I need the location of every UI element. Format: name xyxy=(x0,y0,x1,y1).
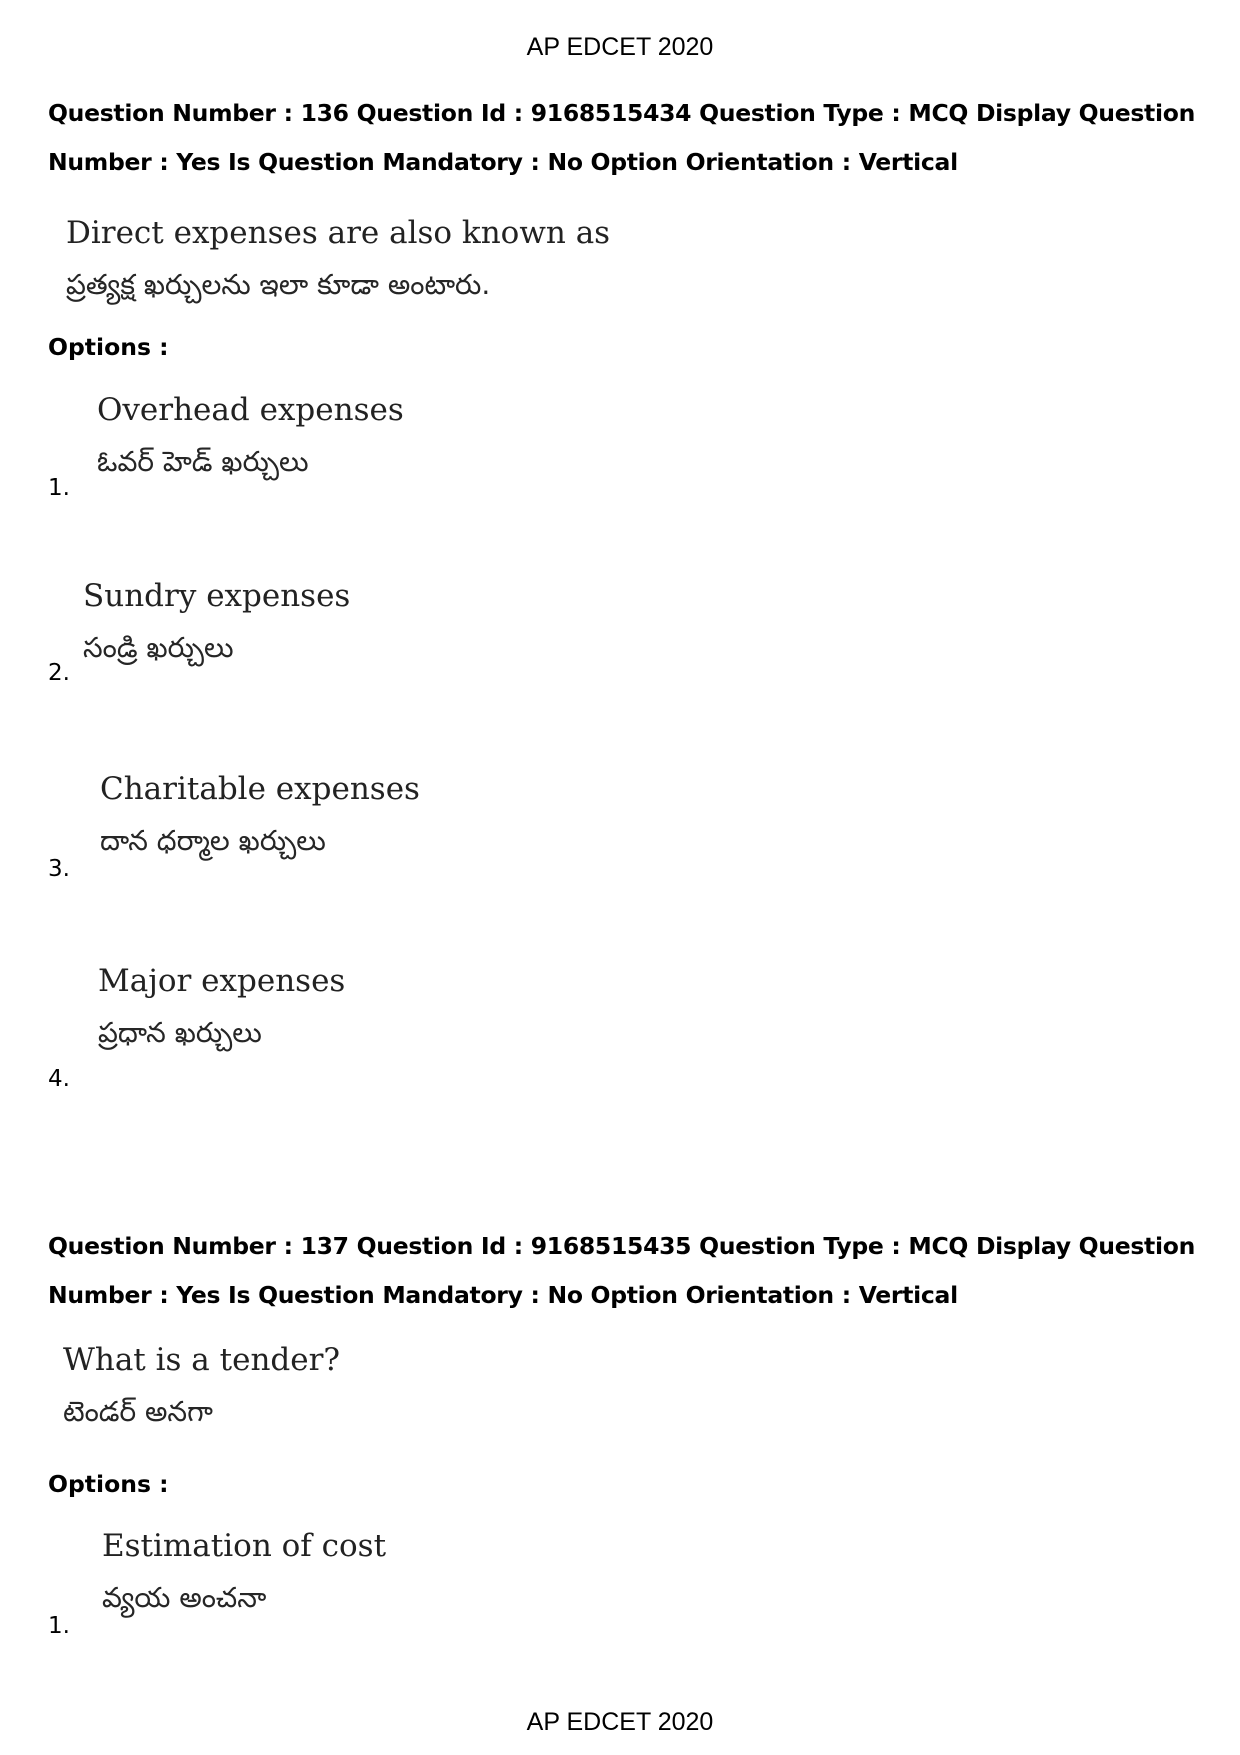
option-text-telugu: దాన ధర్మాల ఖర్చులు xyxy=(100,824,326,857)
option-text xyxy=(97,384,404,488)
page-header: AP EDCET 2020 xyxy=(526,33,714,61)
question-137-text xyxy=(63,1334,340,1438)
option-text-english: Charitable expenses xyxy=(100,771,420,807)
option-text xyxy=(100,763,420,867)
option-text-english: Major expenses xyxy=(98,963,346,999)
option-text xyxy=(102,1520,386,1624)
question-text-english: Direct expenses are also known as xyxy=(66,215,611,251)
option-text-english: Overhead expenses xyxy=(97,392,404,428)
option-text-telugu: ప్రధాన ఖర్చులు xyxy=(98,1016,262,1049)
option-number: 1. xyxy=(48,1613,70,1639)
page-footer: AP EDCET 2020 xyxy=(526,1708,714,1736)
option-number: 1. xyxy=(48,475,70,501)
question-meta-line: Question Number : 137 Question Id : 9168515435 Question Type : MCQ Display Question xyxy=(48,1232,1196,1260)
option-text xyxy=(98,955,345,1059)
question-137-meta xyxy=(48,1222,1208,1320)
option-text-english: Estimation of cost xyxy=(102,1528,387,1564)
options-label: Options : xyxy=(48,333,169,361)
question-text-english: What is a tender? xyxy=(63,1342,341,1378)
option-text-telugu: సండ్రి ఖర్చులు xyxy=(83,631,234,664)
option-text-telugu: ఓవర్ హెడ్ ఖర్చులు xyxy=(97,445,309,478)
option-number: 3. xyxy=(48,856,70,882)
option-number: 4. xyxy=(48,1066,70,1092)
question-meta-line: Question Number : 136 Question Id : 9168515434 Question Type : MCQ Display Question xyxy=(48,99,1196,127)
option-number: 2. xyxy=(48,660,70,686)
option-text-english: Sundry expenses xyxy=(83,578,351,614)
question-text-telugu: టెండర్ అనగా xyxy=(63,1395,213,1428)
question-meta-line: Number : Yes Is Question Mandatory : No Option Orientation : Vertical xyxy=(48,148,958,176)
option-text xyxy=(83,570,350,674)
question-text-telugu: ప్రత్యక్ష ఖర్చులను ఇలా కూడా అంటారు. xyxy=(66,268,491,301)
question-136-text xyxy=(66,207,610,311)
question-136-meta xyxy=(48,89,1208,187)
option-text-telugu: వ్యయ అంచనా xyxy=(102,1581,267,1614)
options-label: Options : xyxy=(48,1470,169,1498)
question-meta-line: Number : Yes Is Question Mandatory : No Option Orientation : Vertical xyxy=(48,1281,958,1309)
